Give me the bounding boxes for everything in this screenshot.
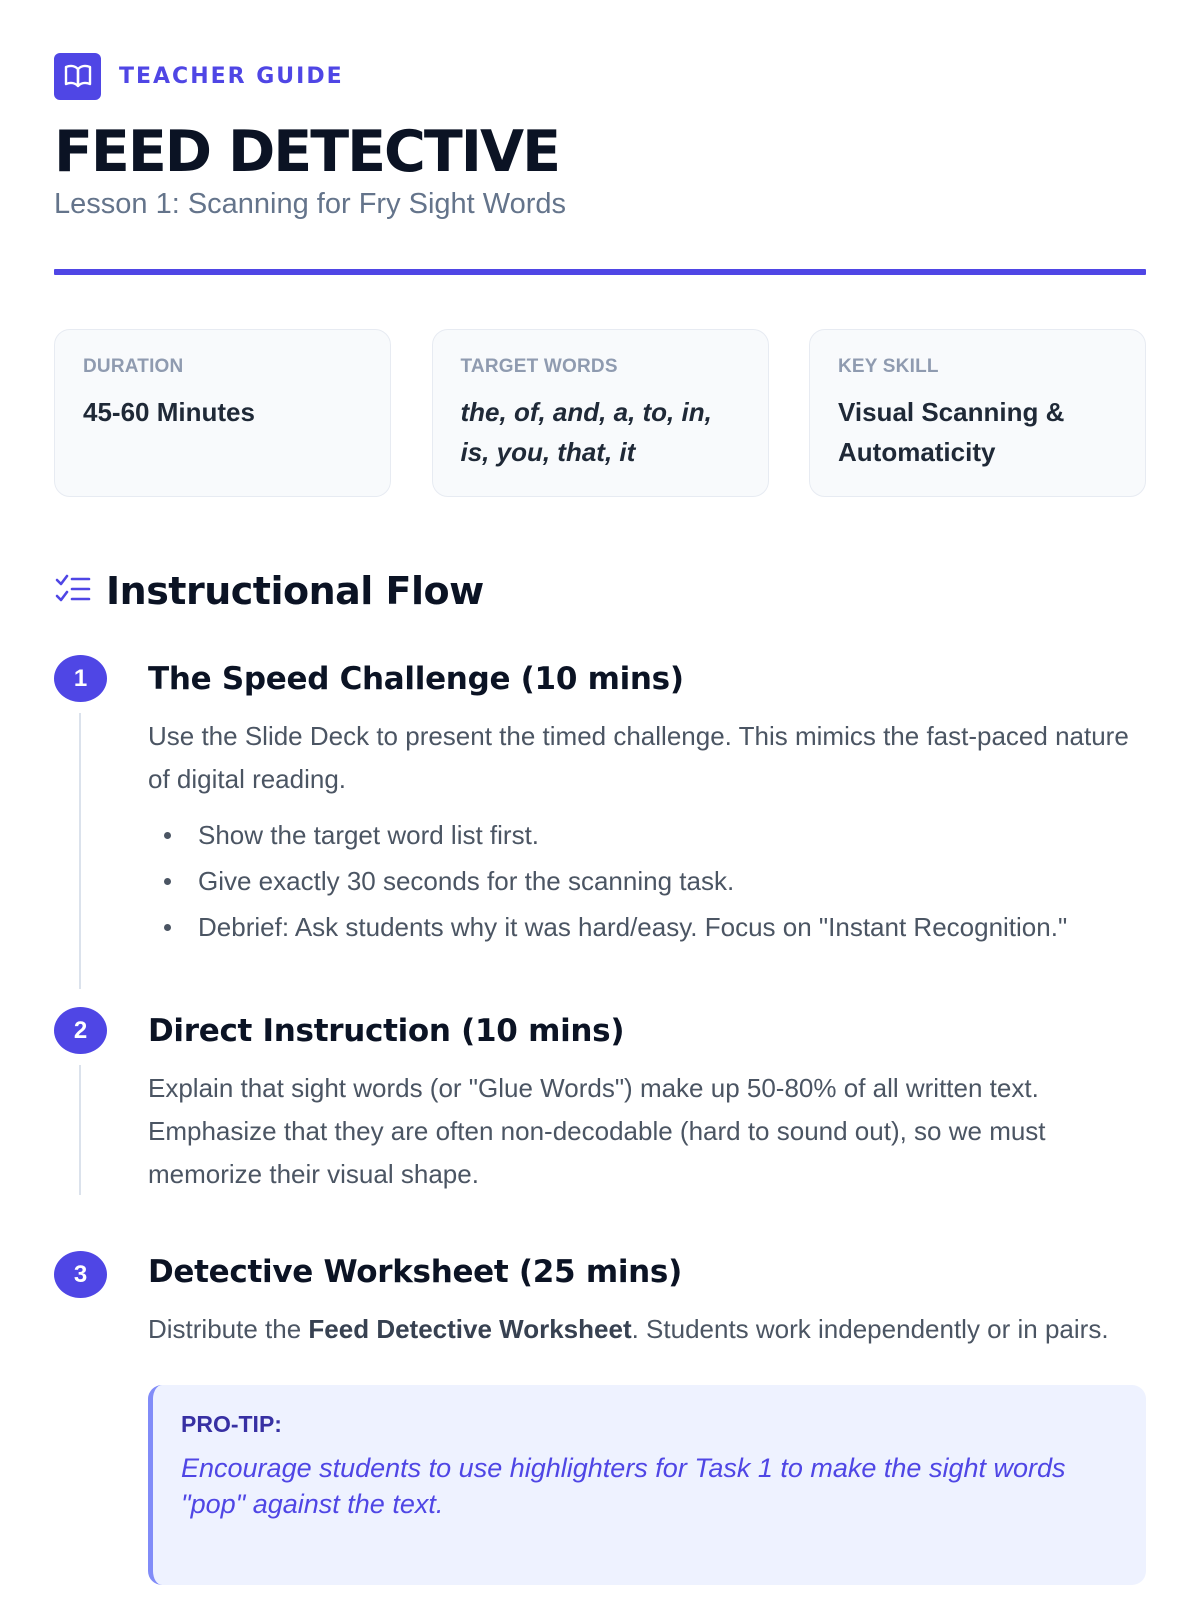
section-title: Instructional Flow [106, 569, 484, 613]
list-item: Show the target word list first. [162, 815, 1146, 855]
card-label: KEY SKILL [838, 356, 939, 377]
target-words-card [432, 329, 769, 497]
card-value: Visual Scanning & Automaticity [838, 397, 1065, 467]
step-title: The Speed Challenge (10 mins) [148, 661, 684, 697]
duration-card [54, 329, 391, 497]
description-text: Distribute the [148, 1314, 309, 1344]
step-number-badge: 3 [54, 1251, 107, 1298]
description-text: . Students work independently or in pairs. [631, 1314, 1109, 1344]
step-2 [54, 1007, 1146, 1196]
step-title: Detective Worksheet (25 mins) [148, 1254, 682, 1290]
page-subtitle: Lesson 1: Scanning for Fry Sight Words [54, 188, 567, 220]
summary-cards [54, 329, 1146, 497]
card-value: 45-60 Minutes [83, 397, 255, 427]
step-bullet-list [148, 815, 1146, 947]
step-1 [54, 655, 1146, 947]
list-item: Give exactly 30 seconds for the scanning task. [162, 861, 1146, 901]
step-description: Use the Slide Deck to present the timed challenge. This mimics the fast-paced nature of digital reading. [148, 721, 1129, 794]
card-label: TARGET WORDS [460, 356, 618, 377]
eyebrow-label: TEACHER GUIDE [119, 63, 344, 89]
step-connector-line [79, 1065, 81, 1195]
step-number-badge: 1 [54, 655, 107, 702]
tip-label: PRO-TIP: [181, 1411, 282, 1437]
step-number-badge: 2 [54, 1007, 107, 1054]
guide-eyebrow [54, 52, 1146, 100]
card-value: the, of, and, a, to, in, is, you, that, it [460, 397, 712, 467]
header-divider [54, 269, 1146, 275]
step-title: Direct Instruction (10 mins) [148, 1013, 625, 1049]
key-skill-card [809, 329, 1146, 497]
open-book-icon [54, 53, 101, 100]
tip-text: Encourage students to use highlighters for Task 1 to make the sight words "pop" against the text. [181, 1453, 1066, 1519]
pro-tip-callout [148, 1385, 1146, 1585]
step-description [148, 1308, 1146, 1351]
step-connector-line [79, 713, 81, 989]
step-3 [54, 1248, 1146, 1585]
list-item: Debrief: Ask students why it was hard/easy. Focus on "Instant Recognition." [162, 907, 1146, 947]
step-description: Explain that sight words (or "Glue Words") make up 50-80% of all written text. Emphasize that they are often non-decodable (hard to sound out), so we must memorize their visual shape. [148, 1073, 1046, 1189]
section-header [54, 569, 1146, 613]
worksheet-name: Feed Detective Worksheet [308, 1314, 632, 1344]
page-title: FEED DETECTIVE [54, 119, 560, 185]
checklist-icon [54, 572, 92, 611]
card-label: DURATION [83, 356, 184, 377]
